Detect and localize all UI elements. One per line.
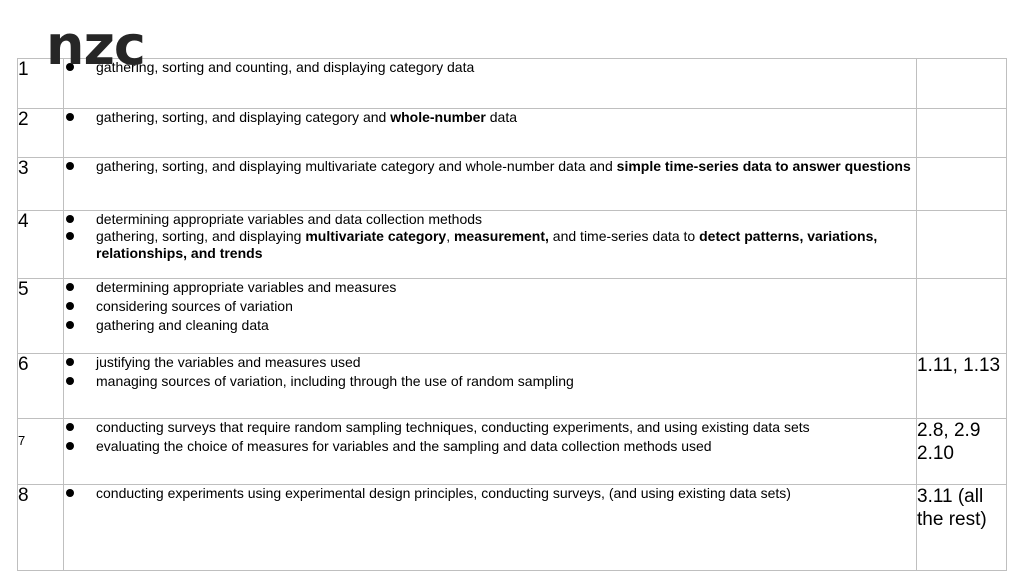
achievement-standards [917,211,1007,279]
table-row [18,109,1007,158]
achievement-standards [917,279,1007,354]
level-description [64,59,917,109]
list-item: gathering, sorting and counting, and displaying category data [64,59,916,76]
achievement-standards [917,109,1007,158]
bullet-icon [66,232,74,240]
list-item: gathering, sorting, and displaying multivariate category and whole-number data and simple time-series data to answer questions [64,158,916,175]
level-description [64,109,917,158]
level-number: 6 [18,354,64,419]
list-item: justifying the variables and measures used [64,354,916,371]
level-number: 1 [18,59,64,109]
achievement-standards: 3.11 (all the rest) [917,485,1007,571]
list-item: gathering and cleaning data [64,317,916,334]
table-row [18,419,1007,485]
page-title: nzc [46,14,145,77]
bullet-icon [66,489,74,497]
level-description [64,279,917,354]
level-number: 5 [18,279,64,354]
level-number: 7 [18,419,64,485]
achievement-standards: 2.8, 2.9 2.10 [917,419,1007,485]
level-number: 3 [18,158,64,211]
achievement-standards: 1.11, 1.13 [917,354,1007,419]
list-item: conducting surveys that require random sampling techniques, conducting experiments, and using existing data sets [64,419,916,436]
level-description [64,419,917,485]
bullet-icon [66,215,74,223]
list-item: determining appropriate variables and data collection methods [64,211,916,228]
table-row [18,59,1007,109]
curriculum-levels-table [17,58,1007,571]
list-item: gathering, sorting, and displaying multivariate category, measurement, and time-series data to detect patterns, variations, relationships, and trends [64,228,916,262]
level-description [64,485,917,571]
table-row [18,211,1007,279]
achievement-standards [917,158,1007,211]
bullet-icon [66,162,74,170]
level-number: 8 [18,485,64,571]
table-row [18,354,1007,419]
table-row [18,158,1007,211]
level-description [64,211,917,279]
bullet-icon [66,358,74,366]
list-item: gathering, sorting, and displaying category and whole-number data [64,109,916,126]
bullet-icon [66,321,74,329]
level-description [64,354,917,419]
bullet-icon [66,423,74,431]
list-item: conducting experiments using experimental design principles, conducting surveys, (and using existing data sets) [64,485,916,502]
level-number: 4 [18,211,64,279]
table-row [18,485,1007,571]
list-item: considering sources of variation [64,298,916,315]
level-description [64,158,917,211]
bullet-icon [66,377,74,385]
bullet-icon [66,283,74,291]
list-item: managing sources of variation, including through the use of random sampling [64,373,916,390]
bullet-icon [66,113,74,121]
list-item: determining appropriate variables and measures [64,279,916,296]
bullet-icon [66,442,74,450]
level-number: 2 [18,109,64,158]
table-row [18,279,1007,354]
bullet-icon [66,302,74,310]
list-item: evaluating the choice of measures for variables and the sampling and data collection methods used [64,438,916,455]
achievement-standards [917,59,1007,109]
